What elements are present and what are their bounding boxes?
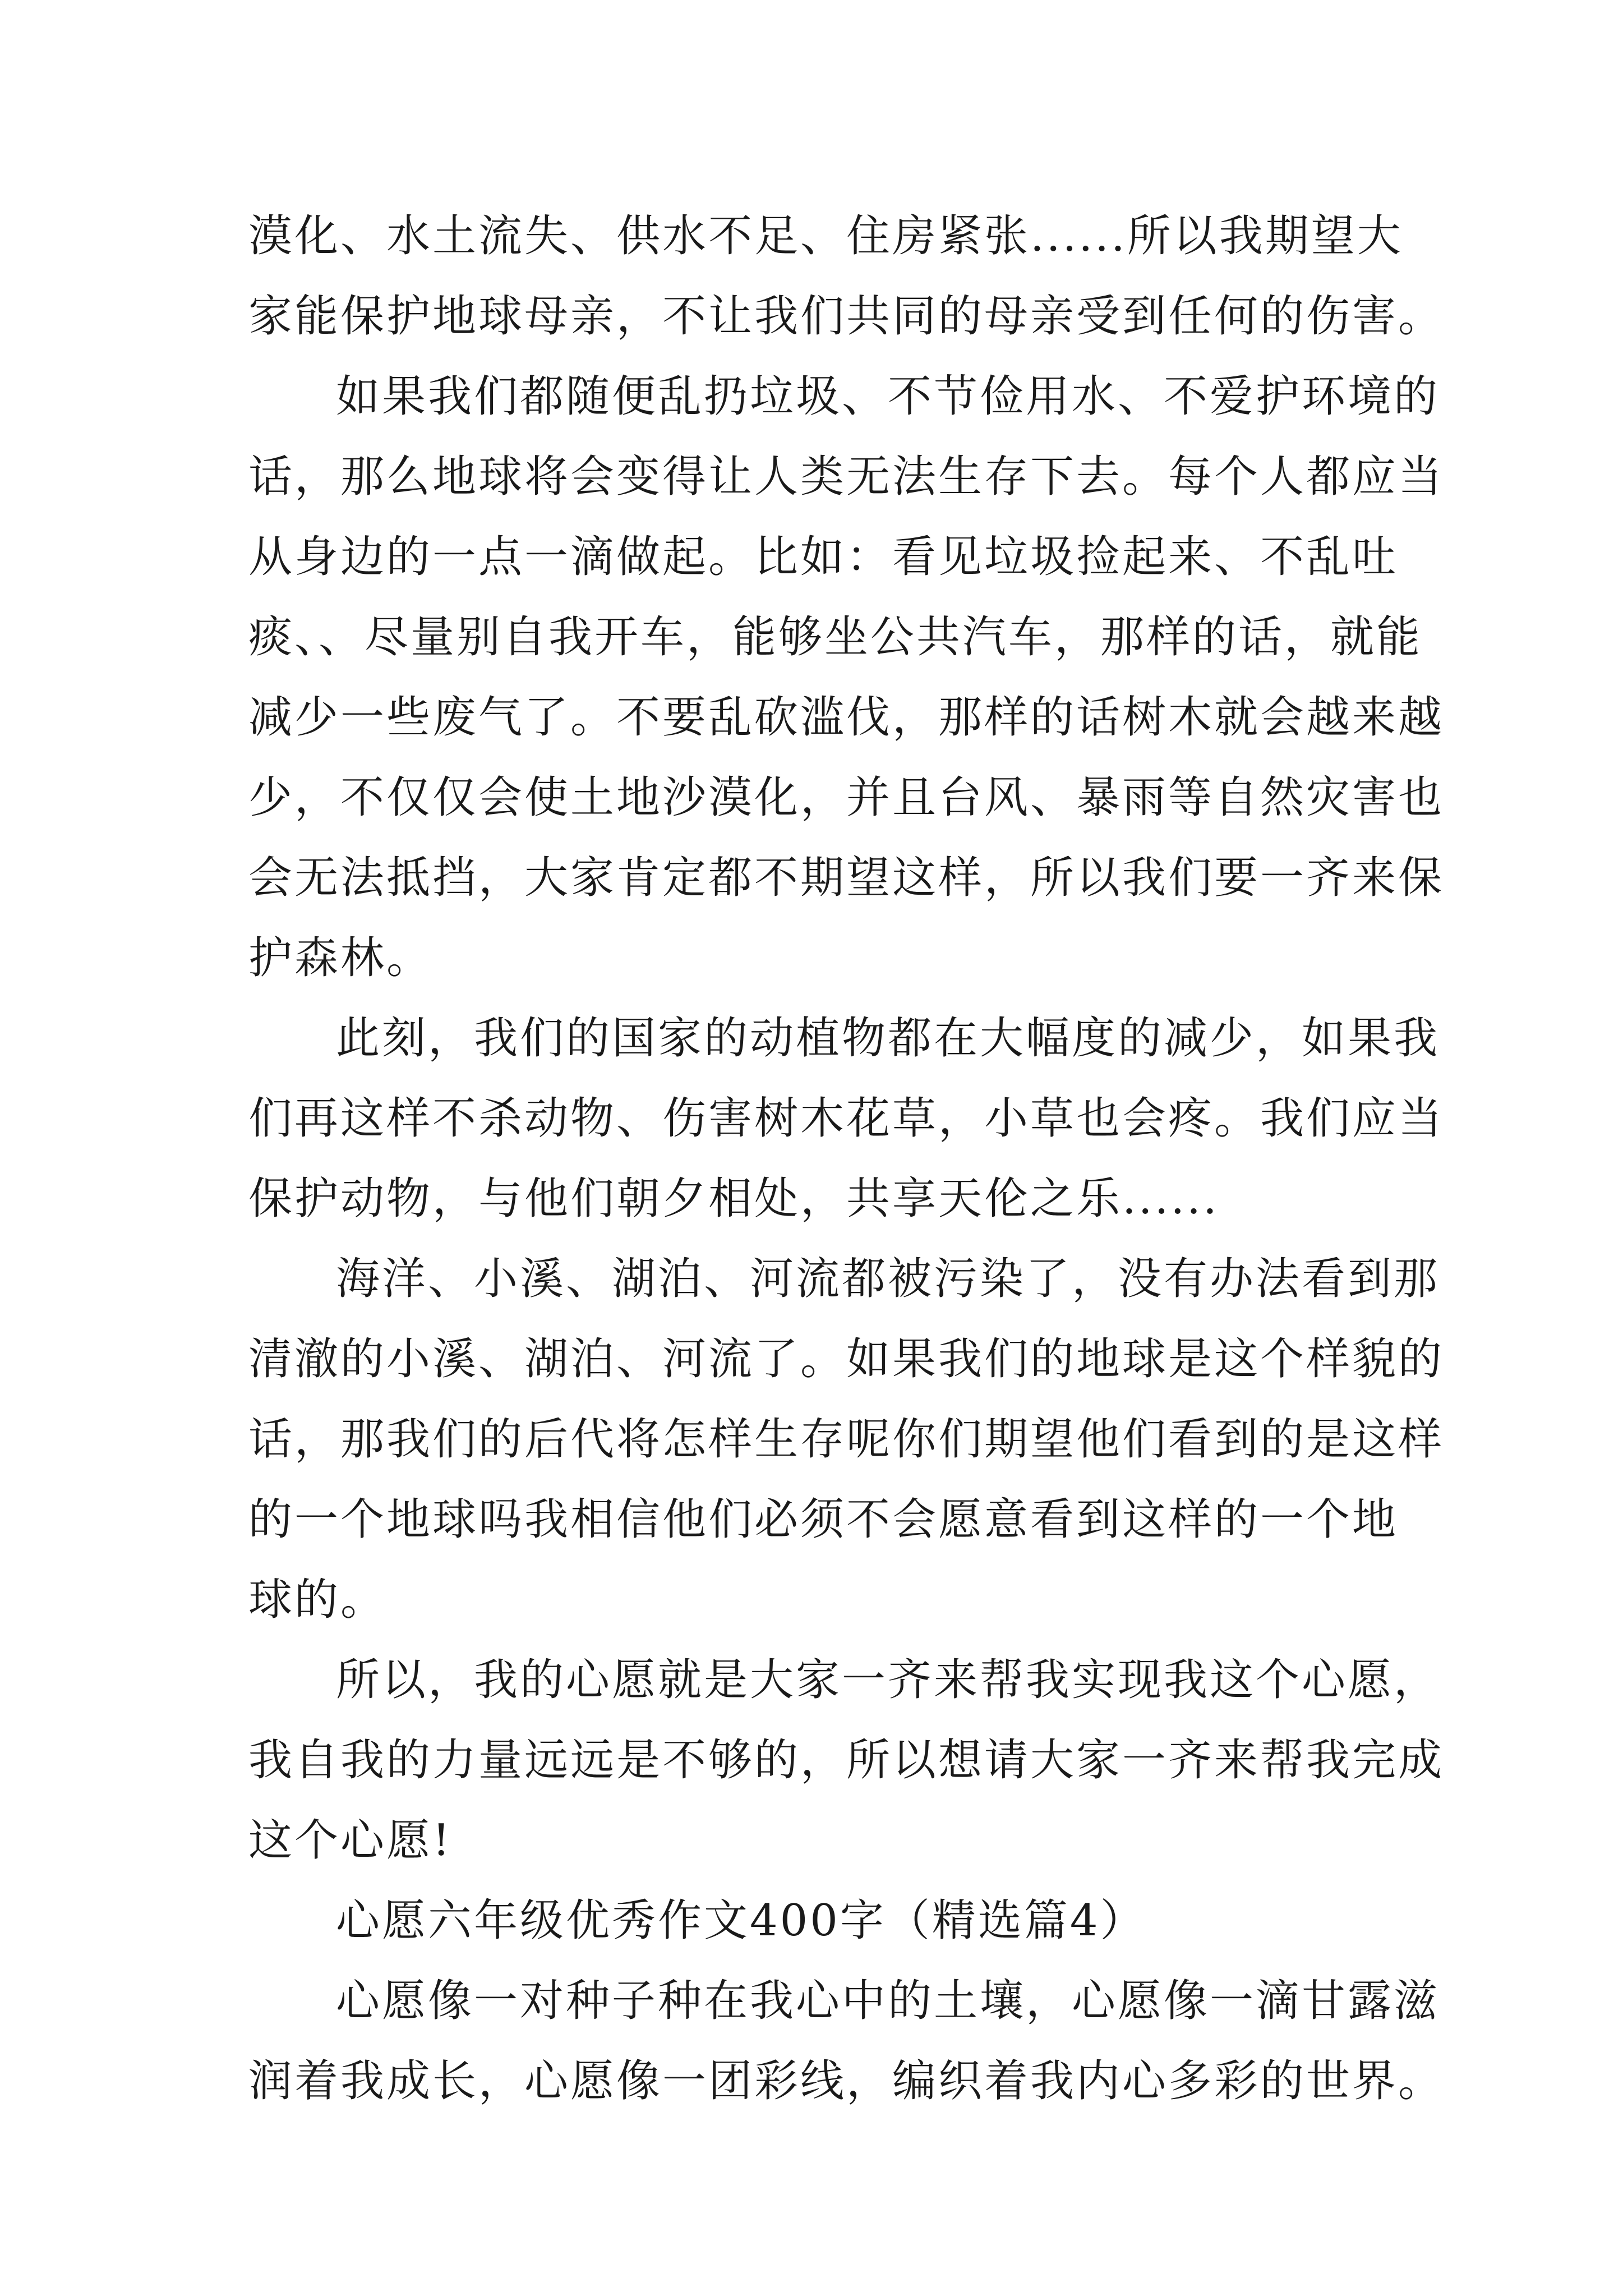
paragraph-start-line: 海洋、小溪、湖泊、河流都被污染了，没有办法看到那 xyxy=(336,1254,1440,1304)
text-line: 球的。 xyxy=(248,1575,387,1625)
text-line: 话，那我们的后代将怎样生存呢你们期望他们看到的是这样 xyxy=(248,1414,1445,1465)
text-line: 话，那么地球将会变得让人类无法生存下去。每个人都应当 xyxy=(248,452,1445,502)
text-line: 们再这样不杀动物、伤害树木花草，小草也会疼。我们应当 xyxy=(248,1093,1445,1144)
text-line: 少，不仅仅会使土地沙漠化，并且台风、暴雨等自然灾害也 xyxy=(248,772,1445,823)
text-line: 这个心愿! xyxy=(248,1815,453,1866)
text-line: 痰、、尽量别自我开车，能够坐公共汽车，那样的话，就能 xyxy=(248,612,1423,662)
text-line: 我自我的力量远远是不够的，所以想请大家一齐来帮我完成 xyxy=(248,1735,1445,1786)
text-line: 护森林。 xyxy=(248,933,433,983)
text-line: 清澈的小溪、湖泊、河流了。如果我们的地球是这个样貌的 xyxy=(248,1334,1445,1384)
section-heading: 心愿六年级优秀作文400字（精选篇4） xyxy=(336,1895,1146,1946)
text-line: 会无法抵挡，大家肯定都不期望这样，所以我们要一齐来保 xyxy=(248,853,1445,903)
text-line: 保护动物，与他们朝夕相处，共享天伦之乐...... xyxy=(248,1174,1219,1224)
text-line: 的一个地球吗我相信他们必须不会愿意看到这样的一个地 xyxy=(248,1494,1399,1545)
essay-body xyxy=(248,196,1445,2122)
text-line: 从身边的一点一滴做起。比如：看见垃圾捡起来、不乱吐 xyxy=(248,532,1399,582)
text-line: 减少一些废气了。不要乱砍滥伐，那样的话树木就会越来越 xyxy=(248,692,1445,743)
paragraph-start-line: 如果我们都随便乱扔垃圾、不节俭用水、不爱护环境的 xyxy=(336,371,1440,422)
text-line: 家能保护地球母亲，不让我们共同的母亲受到任何的伤害。 xyxy=(248,291,1445,342)
text-line: 润着我成长，心愿像一团彩线，编织着我内心多彩的世界。 xyxy=(248,2056,1445,2106)
paragraph-start-line: 此刻，我们的国家的动植物都在大幅度的减少，如果我 xyxy=(336,1013,1440,1064)
paragraph-start-line: 心愿像一对种子种在我心中的土壤，心愿像一滴甘露滋 xyxy=(336,1976,1440,2026)
paragraph-start-line: 所以，我的心愿就是大家一齐来帮我实现我这个心愿， xyxy=(336,1655,1440,1705)
text-line: 漠化、水土流失、供水不足、住房紧张......所以我期望大 xyxy=(248,211,1403,261)
